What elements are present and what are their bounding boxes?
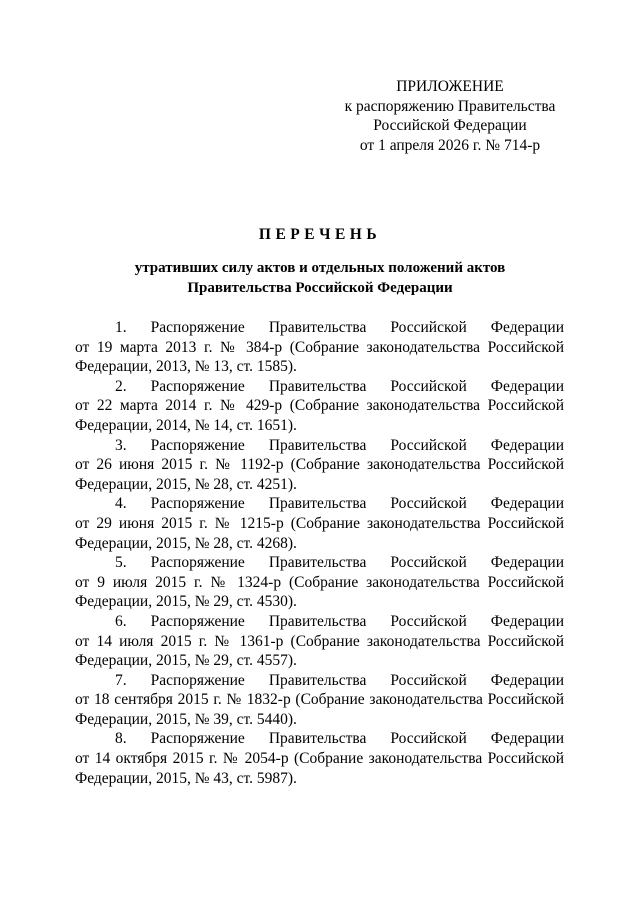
list-item-line: от 22 марта 2014 г. № 429-р (Собрание законодательства Российской <box>75 397 564 415</box>
document-title: ПЕРЕЧЕНЬ <box>258 226 382 243</box>
list-item-line: 4. Распоряжение Правительства Российской Федерации <box>115 495 564 513</box>
list-item <box>75 318 564 377</box>
list-item-line: 5. Распоряжение Правительства Российской Федерации <box>115 554 564 572</box>
list-item-line: от 29 июня 2015 г. № 1215-р (Собрание законодательства Российской <box>75 514 564 532</box>
appendix-block <box>300 77 600 155</box>
list-item-line: от 9 июля 2015 г. № 1324-р (Собрание законодательства Российской <box>75 573 564 591</box>
appendix-reference: к распоряжению Правительства <box>344 97 556 115</box>
list-item-line: Федерации, 2013, № 13, ст. 1585). <box>75 358 297 376</box>
list-item-line: от 18 сентября 2015 г. № 1832-р (Собрание законодательства Российской <box>75 691 564 709</box>
list-item-line: от 26 июня 2015 г. № 1192-р (Собрание законодательства Российской <box>75 456 564 474</box>
list-item <box>75 729 564 788</box>
list-item-line: 6. Распоряжение Правительства Российской Федерации <box>115 612 564 630</box>
list-item-line: Федерации, 2015, № 28, ст. 4268). <box>75 534 297 552</box>
appendix-authority: Российской Федерации <box>373 117 527 134</box>
list-item-line: Федерации, 2015, № 39, ст. 5440). <box>75 710 297 728</box>
list-item-line: 3. Распоряжение Правительства Российской Федерации <box>115 436 564 454</box>
list-item-line: Федерации, 2015, № 29, ст. 4530). <box>75 593 297 611</box>
list-item-line: 1. Распоряжение Правительства Российской Федерации <box>115 319 564 336</box>
list-item-line: 2. Распоряжение Правительства Российской Федерации <box>115 377 564 395</box>
list-item <box>75 494 564 553</box>
list-item-line: Федерации, 2014, № 14, ст. 1651). <box>75 416 297 434</box>
list-item <box>75 612 564 671</box>
acts-list <box>75 318 564 788</box>
list-item-line: от 14 октября 2015 г. № 2054-р (Собрание законодательства Российской <box>75 750 564 768</box>
list-item <box>75 436 564 495</box>
list-item-line: от 19 марта 2013 г. № 384-р (Собрание законодательства Российской <box>75 338 564 356</box>
list-item <box>75 553 564 612</box>
appendix-label: ПРИЛОЖЕНИЕ <box>396 78 504 95</box>
appendix-date-number: от 1 апреля 2026 г. № 714-р <box>359 136 541 154</box>
list-item-line: 8. Распоряжение Правительства Российской Федерации <box>115 730 564 748</box>
list-item-line: 7. Распоряжение Правительства Российской Федерации <box>115 671 564 689</box>
document-subtitle-line-2: Правительства Российской Федерации <box>187 279 453 296</box>
list-item-line: Федерации, 2015, № 29, ст. 4557). <box>75 652 297 670</box>
document-heading <box>75 225 565 298</box>
list-item-line: Федерации, 2015, № 28, ст. 4251). <box>75 475 297 493</box>
document-subtitle <box>75 259 565 298</box>
list-item-line: от 14 июля 2015 г. № 1361-р (Собрание законодательства Российской <box>75 632 564 650</box>
document-subtitle-line-1: утративших силу актов и отдельных положений актов <box>134 260 506 276</box>
list-item-line: Федерации, 2015, № 43, ст. 5987). <box>75 769 297 787</box>
list-item <box>75 377 564 436</box>
list-item <box>75 671 564 730</box>
